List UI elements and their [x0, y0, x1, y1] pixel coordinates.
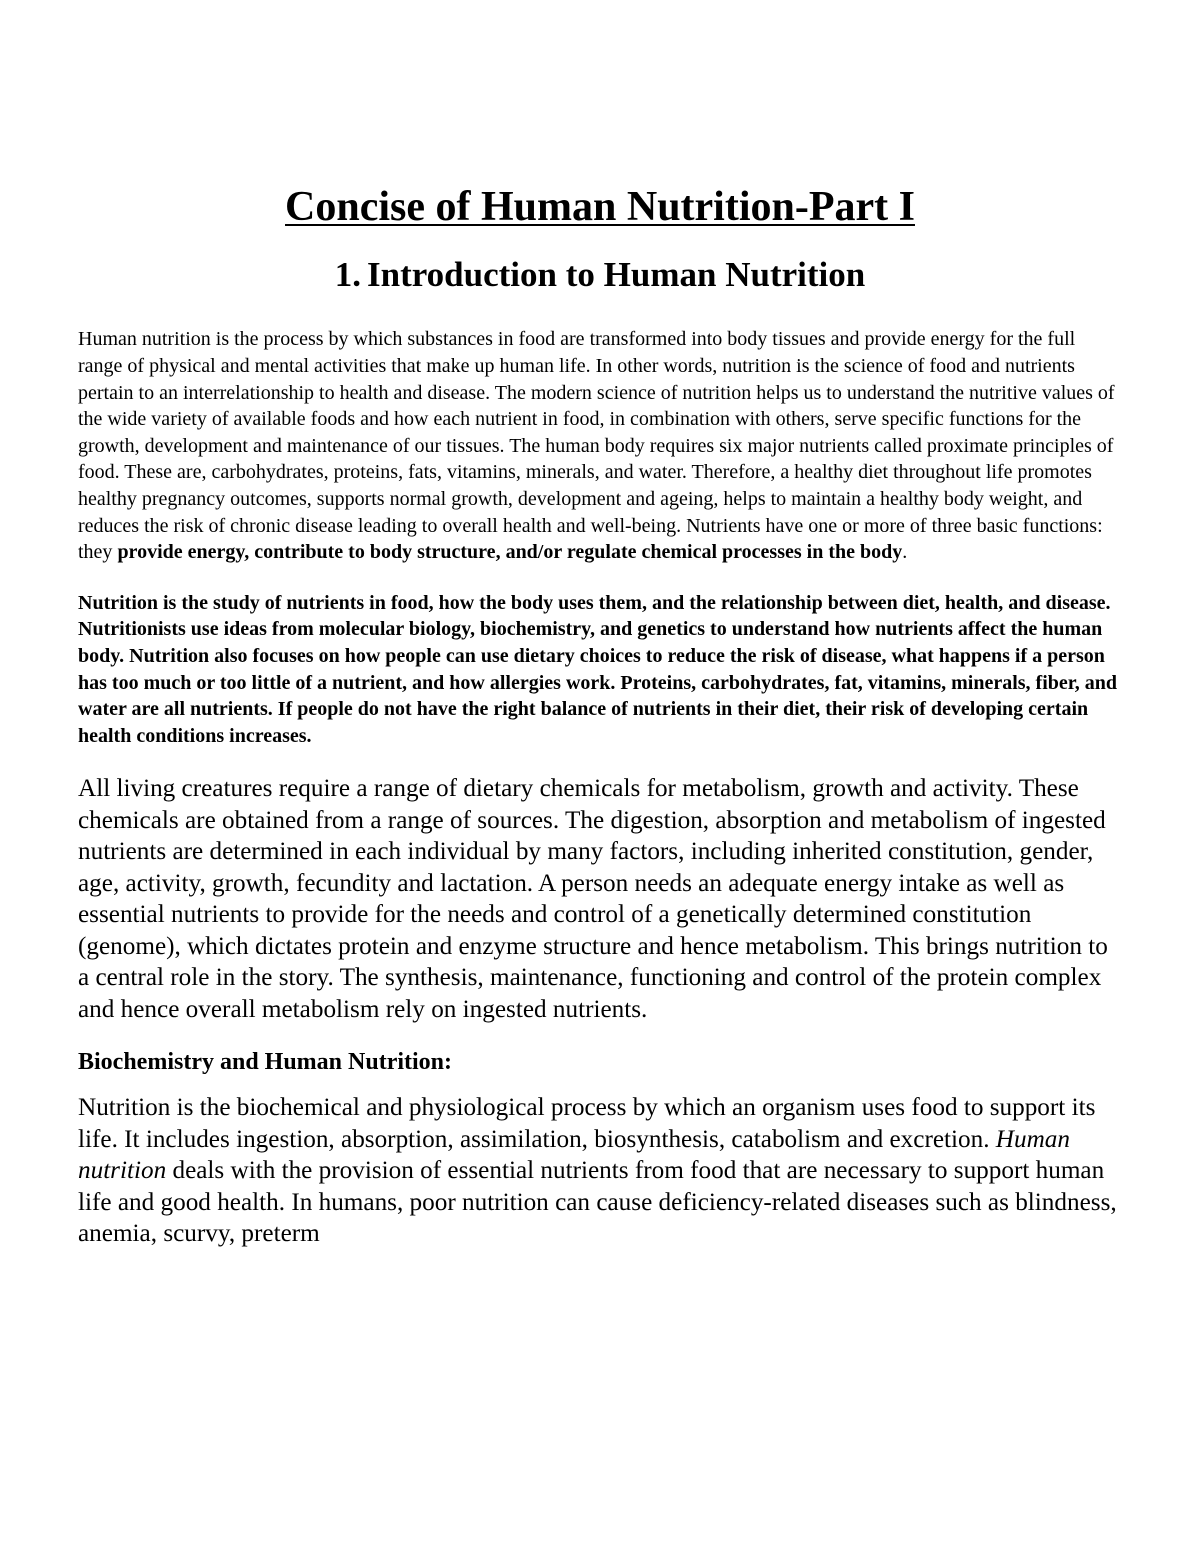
living-creatures-paragraph: All living creatures require a range of dietary chemicals for metabolism, growth and activity. These chemicals are obtained from a range of sources. The digestion, absorption and metabolism of ingested nutrients are determined in each individual by many factors, including inherited constitution, gender, age, activity, growth, fecundity and lactation. A person needs an adequate energy intake as well as essential nutrients to provide for the needs and control of a genetically determined constitution (genome), which dictates protein and enzyme structure and hence metabolism. This brings nutrition to a central role in the story. The synthesis, maintenance, functioning and control of the protein complex and hence overall metabolism rely on ingested nutrients. — [78, 775, 1108, 1023]
biochemistry-paragraph-rest: deals with the provision of essential nutrients from food that are necessary to support human life and good health. In humans, poor nutrition can cause deficiency-related diseases such as blindness, anemia, scurvy, preterm — [78, 1157, 1117, 1248]
intro-paragraph-bold: provide energy, contribute to body structure, and/or regulate chemical processes in the body — [117, 541, 903, 564]
document-title: Concise of Human Nutrition-Part I — [285, 184, 915, 230]
section-heading — [78, 254, 1122, 296]
intro-paragraph — [78, 326, 1122, 565]
biochemistry-paragraph — [78, 1092, 1122, 1250]
human-nutrition-term: Human nutrition — [78, 1125, 1070, 1185]
nutrition-study-paragraph: Nutrition is the study of nutrients in food, how the body uses them, and the relationship between diet, health, and disease. Nutritionists use ideas from molecular biology, biochemistry, and genetics to understand how nutrients affect the human body. Nutrition also focuses on how people can use dietary choices to reduce the risk of disease, what happens if a person has too much or too little of a nutrient, and how allergies work. Proteins, carbohydrates, fat, vitamins, minerals, fiber, and water are all nutrients. If people do not have the right balance of nutrients in their diet, their risk of developing certain health conditions increases. — [78, 591, 1118, 747]
intro-paragraph-text: Human nutrition is the process by which substances in food are transformed into body tissues and provide energy for the full range of physical and mental activities that make up human life. In other words, nutrition is the science of food and nutrients pertain to an interrelationship to health and disease. The modern science of nutrition helps us to understand the nutritive values of the wide variety of available foods and how each nutrient in food, in combination with others, serve specific functions for the growth, development and maintenance of our tissues. The human body requires six major nutrients called proximate principles of food. These are, carbohydrates, proteins, fats, vitamins, minerals, and water. Therefore, a healthy diet throughout life promotes healthy pregnancy outcomes, supports normal growth, development and ageing, helps to maintain a healthy body weight, and reduces the risk of chronic disease leading to overall health and well-being. Nutrients have one or more of three basic functions: they — [78, 328, 1115, 564]
intro-paragraph-end: . — [902, 541, 908, 564]
biochemistry-paragraph-lead: Nutrition is the biochemical and physiological process by which an organism uses food to support its life. It includes ingestion, absorption, assimilation, biosynthesis, catabolism and excretion. — [78, 1094, 1096, 1153]
section-title: Introduction to Human Nutrition — [367, 255, 866, 295]
biochemistry-subheading: Biochemistry and Human Nutrition: — [78, 1049, 453, 1076]
section-number: 1. — [334, 255, 362, 295]
